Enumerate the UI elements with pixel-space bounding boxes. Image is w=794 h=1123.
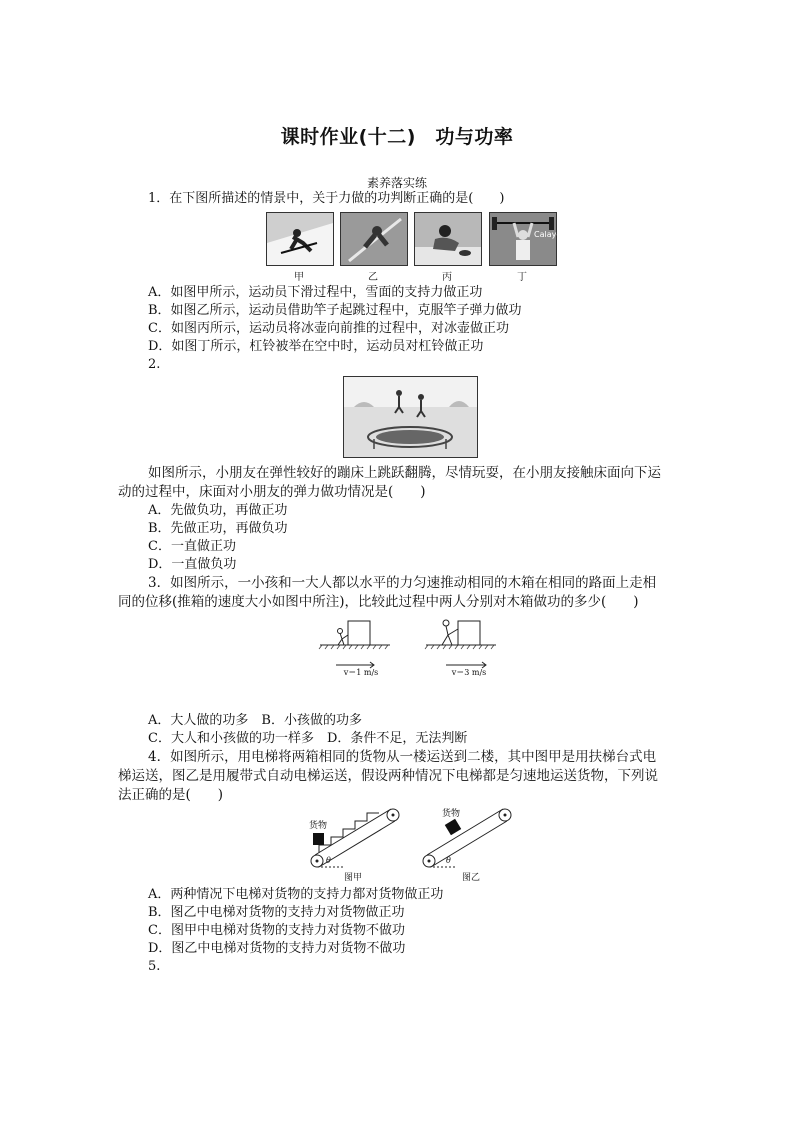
- q2-option-c: C．一直做正功: [148, 539, 236, 554]
- q4-stem-line1: 4．如图所示，用电梯将两箱相同的货物从一楼运送到二楼，其中图甲是用扶梯台式电: [148, 749, 657, 765]
- caption-bing: 丙: [442, 272, 452, 283]
- photo-jia-skier: [266, 212, 334, 266]
- q2-option-d: D．一直做负功: [148, 557, 237, 572]
- q3-stem-line2: 同的位移(推箱的速度大小如图中所注)，比较此过程中两人分别对木箱做功的多少( ): [118, 594, 639, 610]
- caption-jia: 甲: [294, 272, 304, 283]
- q4-stem-line2: 梯运送，图乙是用履带式自动电梯运送，假设两种情况下电梯都是匀速地运送货物，下列说: [118, 768, 658, 784]
- q4-cargo-label-left: 货物: [309, 821, 328, 831]
- q3-options-line1: A．大人做的功多 B．小孩做的功多: [148, 713, 362, 728]
- q2-stem-line1: 如图所示，小朋友在弹性较好的蹦床上跳跃翻腾，尽情玩耍，在小朋友接触床面向下运: [148, 465, 661, 481]
- q4-option-b: B．图乙中电梯对货物的支持力对货物做正功: [148, 905, 405, 920]
- q4-option-c: C．图甲中电梯对货物的支持力对货物不做功: [148, 923, 405, 938]
- q1-option-a: A．如图甲所示，运动员下滑过程中，雪面的支持力做正功: [148, 285, 483, 300]
- page-title: 课时作业(十二) 功与功率: [280, 126, 514, 148]
- photo-yi-pole-vault: [340, 212, 408, 266]
- q4-angle-left: θ: [326, 856, 331, 865]
- photo-ding-text: Calaye: [534, 230, 562, 239]
- q1-option-d: D．如图丁所示，杠铃被举在空中时，运动员对杠铃做正功: [148, 339, 484, 354]
- figure-elevators: [305, 805, 525, 884]
- q3-stem-line1: 3．如图所示，一小孩和一大人都以水平的力匀速推动相同的木箱在相同的路面上走相: [148, 575, 657, 591]
- section-heading: 素养落实练: [366, 176, 427, 190]
- caption-yi: 乙: [368, 272, 378, 283]
- q4-cargo-label-right: 货物: [442, 809, 461, 819]
- q1-stem: 1．在下图所描述的情景中，关于力做的功判断正确的是( ): [148, 191, 505, 206]
- photo-trampoline: [343, 376, 478, 458]
- q4-fig-label-yi: 图乙: [462, 873, 481, 883]
- q4-option-a: A．两种情况下电梯对货物的支持力都对货物做正功: [148, 887, 444, 902]
- q4-fig-label-jia: 图甲: [344, 873, 363, 883]
- q2-option-a: A．先做负功，再做正功: [148, 503, 288, 518]
- q1-option-c: C．如图丙所示，运动员将冰壶向前推的过程中，对冰壶做正功: [148, 321, 509, 336]
- photo-bing-curling: [414, 212, 482, 266]
- q2-stem-line2: 动的过程中，床面对小朋友的弹力做功情况是( ): [118, 484, 426, 500]
- caption-ding: 丁: [517, 272, 527, 283]
- photo-ding-weightlifting: [489, 212, 562, 266]
- q4-option-d: D．图乙中电梯对货物的支持力对货物不做功: [148, 941, 406, 956]
- q2-option-b: B．先做正功，再做负功: [148, 521, 288, 536]
- q1-option-b: B．如图乙所示，运动员借助竿子起跳过程中，克服竿子弹力做功: [148, 303, 522, 318]
- q4-stem-line3: 法正确的是( ): [118, 787, 224, 803]
- q5-number: 5.: [148, 959, 161, 974]
- q3-speed-right: v＝3 m/s: [451, 668, 487, 677]
- q3-options-line2: C．大人和小孩做的功一样多 D．条件不足，无法判断: [148, 731, 468, 746]
- q2-number: 2.: [148, 357, 161, 372]
- q3-speed-left: v＝1 m/s: [343, 668, 379, 677]
- q4-angle-right: θ: [446, 856, 451, 865]
